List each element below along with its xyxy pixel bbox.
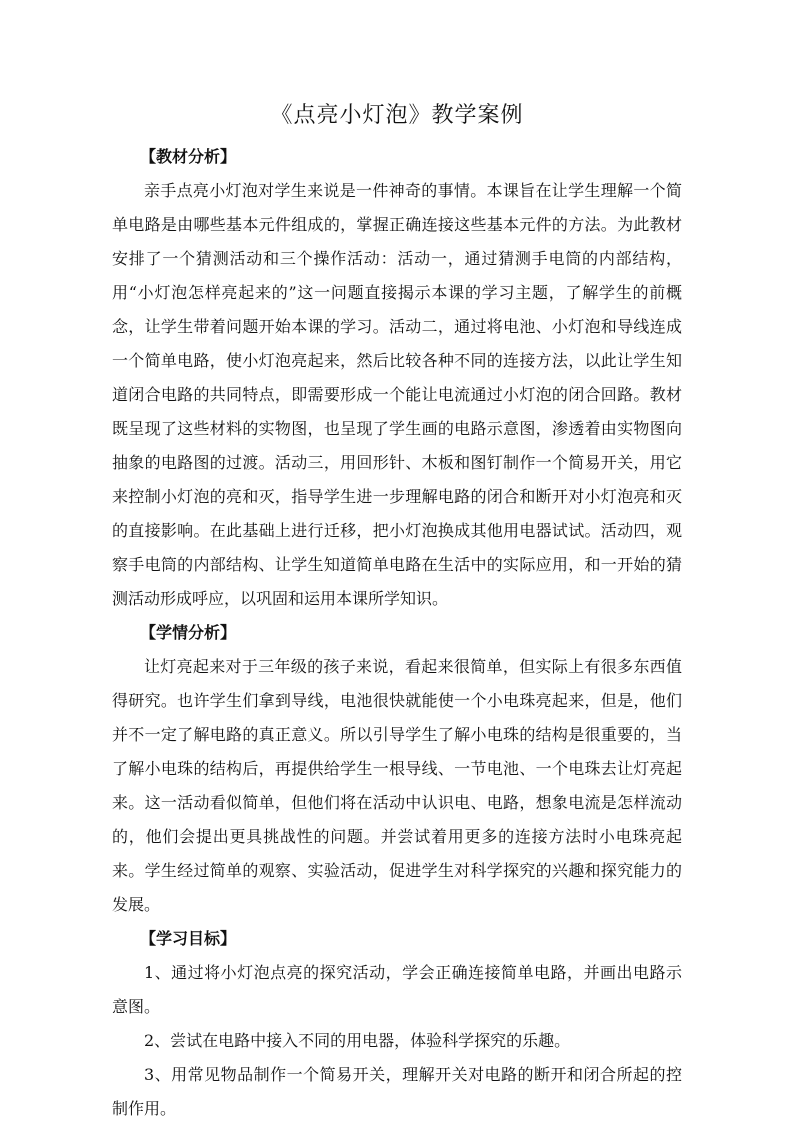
- section-heading: 【学习目标】: [140, 929, 237, 948]
- section-textbook-analysis: [112, 140, 682, 616]
- document-title: 《点亮小灯泡》教学案例: [270, 103, 524, 128]
- paragraph: 亲手点亮小灯泡对学生来说是一件神奇的事情。本课旨在让学生理解一个简单电路是由哪些基本元件组成的，掌握正确连接这些基本元件的方法。为此教材安排了一个猜测活动和三个操作活动：活动一，通过猜测手电筒的内部结构，用“小灯泡怎样亮起来的”这一问题直接揭示本课的学习主题，了解学生的前概念，让学生带着问题开始本课的学习。活动二，通过将电池、小灯泡和导线连成一个简单电路，使小灯泡亮起来，然后比较各种不同的连接方法，以此让学生知道闭合电路的共同特点，即需要形成一个能让电流通过小灯泡的闭合回路。教材既呈现了这些材料的实物图，也呈现了学生画的电路示意图，渗透着由实物图向抽象的电路图的过渡。活动三，用回形针、木板和图钉制作一个简易开关，用它来控制小灯泡的亮和灭，指导学生进一步理解电路的闭合和断开对小灯泡亮和灭的直接影响。在此基础上进行迁移，把小灯泡换成其他用电器试试。活动四，观察手电筒的内部结构、让学生知道简单电路在生活中的实际应用，和一开始的猜测活动形成呼应，以巩固和运用本课所学知识。: [112, 181, 682, 608]
- section-learning-objectives: [112, 922, 682, 1126]
- section-heading: 【学情分析】: [140, 623, 237, 642]
- section-student-analysis: [112, 616, 682, 922]
- objective-item: 2、尝试在电路中接入不同的用电器，体验科学探究的乐趣。: [144, 1031, 571, 1050]
- section-heading: 【教材分析】: [140, 147, 237, 166]
- objective-item: 1、通过将小灯泡点亮的探究活动，学会正确连接简单电路，并画出电路示意图。: [112, 963, 682, 1016]
- objective-item: 3、用常见物品制作一个简易开关，理解开关对电路的断开和闭合所起的控制作用。: [112, 1065, 682, 1118]
- paragraph: 让灯亮起来对于三年级的孩子来说，看起来很简单，但实际上有很多东西值得研究。也许学生们拿到导线，电池很快就能使一个小电珠亮起来，但是，他们并不一定了解电路的真正意义。所以引导学生了解小电珠的结构是很重要的，当了解小电珠的结构后，再提供给学生一根导线、一节电池、一个电珠去让灯亮起来。这一活动看似简单，但他们将在活动中认识电、电路，想象电流是怎样流动的，他们会提出更具挑战性的问题。并尝试着用更多的连接方法时小电珠亮起来。学生经过简单的观察、实验活动，促进学生对科学探究的兴趣和探究能力的发展。: [112, 657, 682, 914]
